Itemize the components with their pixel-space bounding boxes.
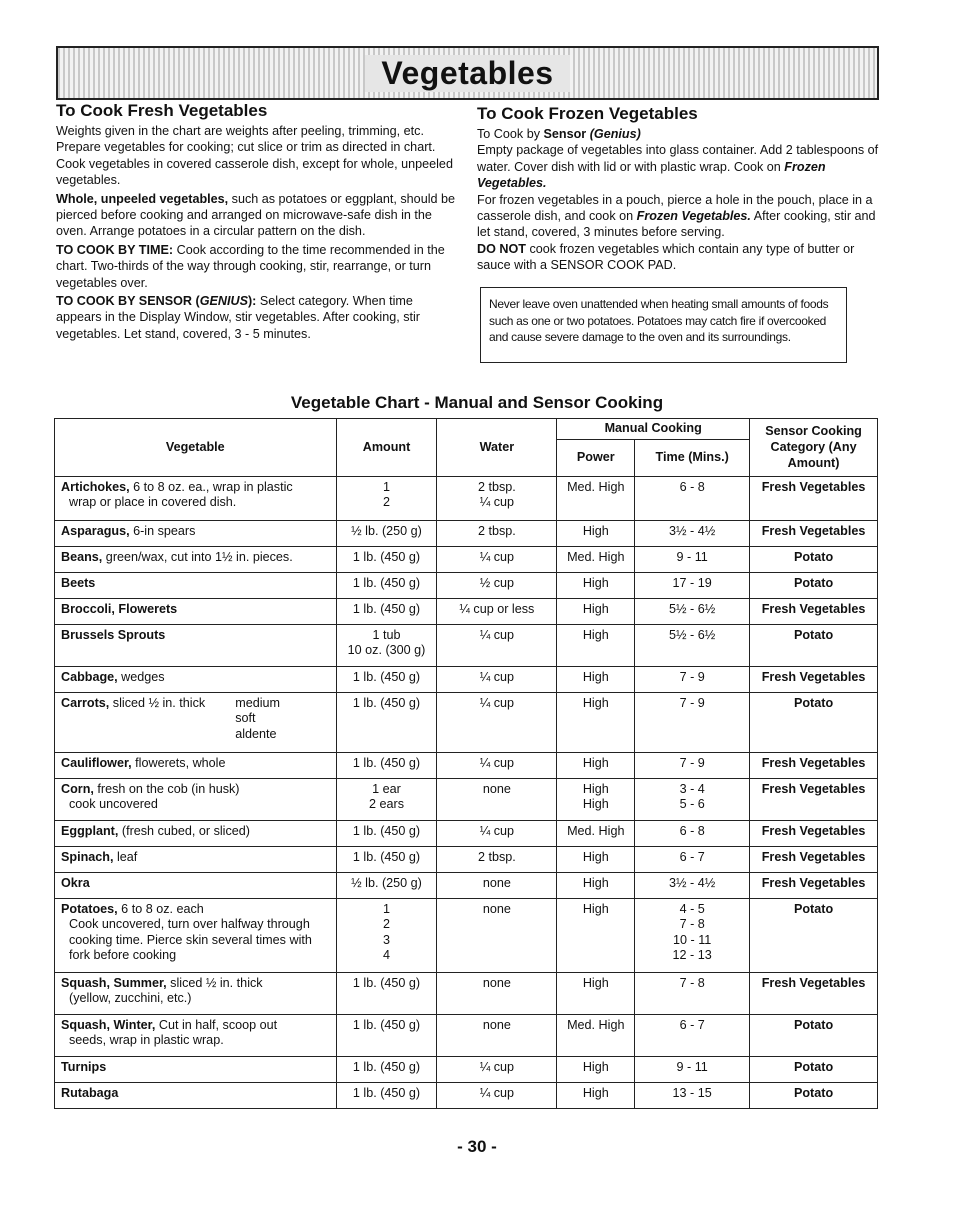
cell-time: 7 - 9 bbox=[635, 692, 750, 752]
cell-water: 2 tbsp. ¼ cup bbox=[437, 476, 557, 520]
cell-power: High High bbox=[557, 778, 635, 820]
cell-vegetable bbox=[55, 778, 337, 820]
cell-power: High bbox=[557, 846, 635, 872]
vegetable-name: Squash, Winter, bbox=[61, 1017, 156, 1032]
fresh-heading: To Cook Fresh Vegetables bbox=[56, 101, 268, 120]
cell-water: ¼ cup bbox=[437, 752, 557, 778]
table-row bbox=[55, 520, 878, 546]
header-time: Time (Mins.) bbox=[635, 439, 750, 476]
page-number: - 30 - bbox=[457, 1137, 497, 1156]
cell-time: 7 - 9 bbox=[635, 752, 750, 778]
cell-vegetable bbox=[55, 1014, 337, 1056]
vegetable-desc: 6 to 8 oz. ea., wrap in plastic bbox=[129, 479, 293, 494]
cell-vegetable bbox=[55, 972, 337, 1014]
cell-amount: 1 lb. (450 g) bbox=[336, 972, 437, 1014]
cell-power: High bbox=[557, 872, 635, 898]
cell-sensor: Potato bbox=[750, 898, 878, 972]
cell-vegetable bbox=[55, 546, 337, 572]
cell-sensor: Fresh Vegetables bbox=[750, 820, 878, 846]
vegetable-desc: (fresh cubed, or sliced) bbox=[118, 823, 250, 838]
cell-power: High bbox=[557, 1082, 635, 1108]
cell-water: none bbox=[437, 778, 557, 820]
cell-water: ¼ cup bbox=[437, 624, 557, 666]
vegetable-name: Broccoli, Flowerets bbox=[61, 601, 178, 616]
cell-power: High bbox=[557, 520, 635, 546]
cell-amount: 1 2 3 4 bbox=[336, 898, 437, 972]
cell-time: 7 - 9 bbox=[635, 666, 750, 692]
vegetable-name: Potatoes, bbox=[61, 901, 118, 916]
table-row bbox=[55, 898, 878, 972]
cell-amount: 1 2 bbox=[336, 476, 437, 520]
cell-time: 3½ - 4½ bbox=[635, 520, 750, 546]
cell-vegetable bbox=[55, 666, 337, 692]
vegetable-desc: fresh on the cob (in husk) bbox=[93, 781, 240, 796]
vegetable-name: Asparagus, bbox=[61, 523, 130, 538]
cell-power: Med. High bbox=[557, 476, 635, 520]
table-row bbox=[55, 546, 878, 572]
vegetable-name: Beets bbox=[61, 575, 96, 590]
vegetable-name: Eggplant, bbox=[61, 823, 119, 838]
page-title: Vegetables bbox=[365, 55, 569, 92]
cell-water: ¼ cup bbox=[437, 666, 557, 692]
fresh-para-2: Whole, unpeeled vegetables, such as potatoes or eggplant, should be pierced before cooking and arranged on microwave-safe dish in the oven. Arrange potatoes in a circular pattern on the dish. bbox=[56, 191, 456, 239]
cell-water: ¼ cup bbox=[437, 692, 557, 752]
header-sensor: Sensor Cooking Category (Any Amount) bbox=[750, 419, 878, 477]
cell-power: High bbox=[557, 752, 635, 778]
cell-vegetable bbox=[55, 598, 337, 624]
cell-amount: 1 lb. (450 g) bbox=[336, 572, 437, 598]
cell-amount: 1 lb. (450 g) bbox=[336, 692, 437, 752]
table-row bbox=[55, 872, 878, 898]
cell-vegetable bbox=[55, 898, 337, 972]
cell-water: 2 tbsp. bbox=[437, 520, 557, 546]
header-manual: Manual Cooking bbox=[557, 419, 750, 440]
fresh-vegetables-section bbox=[56, 101, 461, 342]
cell-vegetable bbox=[55, 1082, 337, 1108]
vegetable-desc: flowerets, whole bbox=[131, 755, 226, 770]
cell-sensor: Fresh Vegetables bbox=[750, 872, 878, 898]
cell-sensor: Fresh Vegetables bbox=[750, 520, 878, 546]
cell-sensor: Fresh Vegetables bbox=[750, 666, 878, 692]
header-amount: Amount bbox=[336, 419, 437, 477]
cell-time: 13 - 15 bbox=[635, 1082, 750, 1108]
table-row bbox=[55, 972, 878, 1014]
cell-power: High bbox=[557, 972, 635, 1014]
cell-water: none bbox=[437, 872, 557, 898]
cell-amount: 1 lb. (450 g) bbox=[336, 666, 437, 692]
vegetable-name: Artichokes, bbox=[61, 479, 130, 494]
cell-time: 3 - 4 5 - 6 bbox=[635, 778, 750, 820]
frozen-line-1: To Cook by Sensor (Genius) bbox=[477, 127, 641, 141]
header-power: Power bbox=[557, 439, 635, 476]
cell-time: 6 - 8 bbox=[635, 476, 750, 520]
frozen-vegetables-section bbox=[477, 104, 882, 274]
vegetable-desc-2: cook uncovered bbox=[69, 797, 158, 811]
cell-vegetable bbox=[55, 846, 337, 872]
vegetable-name: Turnips bbox=[61, 1059, 107, 1074]
cell-time: 6 - 7 bbox=[635, 846, 750, 872]
cell-amount: ½ lb. (250 g) bbox=[336, 872, 437, 898]
cell-vegetable bbox=[55, 820, 337, 846]
table-row bbox=[55, 624, 878, 666]
table-row bbox=[55, 752, 878, 778]
carrot-texture-options: medium soft aldente bbox=[235, 695, 280, 741]
cell-water: ¼ cup bbox=[437, 1082, 557, 1108]
cell-time: 7 - 8 bbox=[635, 972, 750, 1014]
cell-time: 9 - 11 bbox=[635, 546, 750, 572]
cell-time: 4 - 5 7 - 8 10 - 11 12 - 13 bbox=[635, 898, 750, 972]
cell-amount: 1 lb. (450 g) bbox=[336, 820, 437, 846]
vegetable-name: Cabbage, bbox=[61, 669, 118, 684]
cell-sensor: Fresh Vegetables bbox=[750, 972, 878, 1014]
cell-water: ½ cup bbox=[437, 572, 557, 598]
frozen-para-2: For frozen vegetables in a pouch, pierce a hole in the pouch, place in a casserole dish, and cook on Frozen Vegetables. After cooking, stir and let stand, covered, 3 minutes before serving. bbox=[477, 192, 876, 240]
cell-power: High bbox=[557, 572, 635, 598]
warning-box: Never leave oven unattended when heating small amounts of foods such as one or two potatoes. Potatoes may catch fire if overcooked and cause severe damage to the oven and its surroundings. bbox=[480, 287, 847, 363]
cell-vegetable bbox=[55, 1056, 337, 1082]
vegetable-chart-table bbox=[54, 418, 878, 1109]
header-water: Water bbox=[437, 419, 557, 477]
table-row bbox=[55, 598, 878, 624]
frozen-para-1: Empty package of vegetables into glass container. Add 2 tablespoons of water. Cover dish with lid or with plastic wrap. Cook on Frozen Vegetables. bbox=[477, 143, 879, 191]
table-row bbox=[55, 1082, 878, 1108]
cell-sensor: Potato bbox=[750, 572, 878, 598]
vegetable-desc-2: (yellow, zucchini, etc.) bbox=[69, 991, 192, 1005]
cell-water: 2 tbsp. bbox=[437, 846, 557, 872]
cell-power: Med. High bbox=[557, 1014, 635, 1056]
table-row bbox=[55, 692, 878, 752]
cell-vegetable bbox=[55, 752, 337, 778]
cell-sensor: Fresh Vegetables bbox=[750, 598, 878, 624]
cell-power: Med. High bbox=[557, 546, 635, 572]
cell-sensor: Fresh Vegetables bbox=[750, 476, 878, 520]
cell-amount: 1 lb. (450 g) bbox=[336, 598, 437, 624]
vegetable-desc: 6 to 8 oz. each bbox=[117, 901, 204, 916]
cell-sensor: Potato bbox=[750, 546, 878, 572]
vegetable-name: Beans, bbox=[61, 549, 103, 564]
cell-water: none bbox=[437, 1014, 557, 1056]
cell-amount: 1 lb. (450 g) bbox=[336, 1056, 437, 1082]
cell-time: 5½ - 6½ bbox=[635, 624, 750, 666]
vegetable-name: Rutabaga bbox=[61, 1085, 119, 1100]
vegetable-desc-2: wrap or place in covered dish. bbox=[69, 495, 237, 509]
title-banner bbox=[56, 46, 879, 100]
vegetable-desc: sliced ½ in. thick bbox=[109, 695, 206, 710]
vegetable-name: Brussels Sprouts bbox=[61, 627, 166, 642]
cell-time: 17 - 19 bbox=[635, 572, 750, 598]
chart-title: Vegetable Chart - Manual and Sensor Cooking bbox=[290, 393, 664, 412]
fresh-para-1: Weights given in the chart are weights after peeling, trimming, etc. Prepare vegetables for cooking; cut slice or trim as directed in chart. Cook vegetables in covered casserole dish, except for whole, unpeeled vegetables. bbox=[56, 124, 453, 188]
vegetable-desc: 6-in spears bbox=[129, 523, 196, 538]
cell-water: none bbox=[437, 972, 557, 1014]
vegetable-name: Carrots, bbox=[61, 695, 110, 710]
cell-time: 9 - 11 bbox=[635, 1056, 750, 1082]
table-row bbox=[55, 846, 878, 872]
fresh-para-4: TO COOK BY SENSOR (GENIUS): Select category. When time appears in the Display Window, stir vegetables. After cooking, stir vegetables. Let stand, covered, 3 - 5 minutes. bbox=[56, 294, 420, 341]
vegetable-name: Corn, bbox=[61, 781, 94, 796]
table-row bbox=[55, 820, 878, 846]
cell-amount: 1 lb. (450 g) bbox=[336, 1082, 437, 1108]
cell-power: High bbox=[557, 898, 635, 972]
cell-sensor: Potato bbox=[750, 1082, 878, 1108]
cell-time: 6 - 7 bbox=[635, 1014, 750, 1056]
cell-sensor: Potato bbox=[750, 624, 878, 666]
vegetable-desc: green/wax, cut into 1½ in. pieces. bbox=[102, 549, 293, 564]
vegetable-name: Squash, Summer, bbox=[61, 975, 167, 990]
cell-time: 3½ - 4½ bbox=[635, 872, 750, 898]
table-row bbox=[55, 1014, 878, 1056]
frozen-para-3: DO NOT cook frozen vegetables which contain any type of butter or sauce with a SENSOR COOK PAD. bbox=[477, 241, 855, 273]
cell-sensor: Fresh Vegetables bbox=[750, 778, 878, 820]
table-row bbox=[55, 666, 878, 692]
table-row bbox=[55, 476, 878, 520]
cell-power: Med. High bbox=[557, 820, 635, 846]
cell-vegetable bbox=[55, 872, 337, 898]
header-vegetable: Vegetable bbox=[55, 419, 337, 477]
cell-amount: 1 lb. (450 g) bbox=[336, 846, 437, 872]
vegetable-desc: sliced ½ in. thick bbox=[166, 975, 263, 990]
cell-amount: ½ lb. (250 g) bbox=[336, 520, 437, 546]
cell-sensor: Fresh Vegetables bbox=[750, 752, 878, 778]
cell-power: High bbox=[557, 666, 635, 692]
cell-sensor: Potato bbox=[750, 1014, 878, 1056]
cell-sensor: Fresh Vegetables bbox=[750, 846, 878, 872]
cell-power: High bbox=[557, 1056, 635, 1082]
cell-power: High bbox=[557, 598, 635, 624]
cell-water: ¼ cup bbox=[437, 1056, 557, 1082]
cell-sensor: Potato bbox=[750, 692, 878, 752]
cell-vegetable bbox=[55, 572, 337, 598]
cell-amount: 1 lb. (450 g) bbox=[336, 546, 437, 572]
cell-amount: 1 ear 2 ears bbox=[336, 778, 437, 820]
cell-water: ¼ cup or less bbox=[437, 598, 557, 624]
vegetable-desc-2: Cook uncovered, turn over halfway through cooking time. Pierce skin several times with fork before cooking bbox=[69, 917, 312, 962]
cell-sensor: Potato bbox=[750, 1056, 878, 1082]
vegetable-desc: wedges bbox=[117, 669, 165, 684]
cell-vegetable bbox=[55, 520, 337, 546]
fresh-para-3: TO COOK BY TIME: Cook according to the time recommended in the chart. Two-thirds of the way through cooking, stir, rearrange, or turn vegetables over. bbox=[56, 242, 445, 290]
cell-amount: 1 tub 10 oz. (300 g) bbox=[336, 624, 437, 666]
table-row bbox=[55, 572, 878, 598]
cell-power: High bbox=[557, 692, 635, 752]
frozen-heading: To Cook Frozen Vegetables bbox=[477, 104, 698, 123]
vegetable-name: Okra bbox=[61, 875, 90, 890]
cell-water: none bbox=[437, 898, 557, 972]
cell-time: 6 - 8 bbox=[635, 820, 750, 846]
vegetable-name: Spinach, bbox=[61, 849, 114, 864]
vegetable-name: Cauliflower, bbox=[61, 755, 132, 770]
cell-vegetable bbox=[55, 624, 337, 666]
cell-vegetable bbox=[55, 476, 337, 520]
cell-water: ¼ cup bbox=[437, 820, 557, 846]
vegetable-desc: leaf bbox=[113, 849, 138, 864]
cell-power: High bbox=[557, 624, 635, 666]
cell-amount: 1 lb. (450 g) bbox=[336, 752, 437, 778]
cell-time: 5½ - 6½ bbox=[635, 598, 750, 624]
table-row bbox=[55, 1056, 878, 1082]
cell-water: ¼ cup bbox=[437, 546, 557, 572]
cell-vegetable bbox=[55, 692, 337, 752]
vegetable-desc: Cut in half, scoop out bbox=[155, 1017, 278, 1032]
table-row bbox=[55, 778, 878, 820]
cell-amount: 1 lb. (450 g) bbox=[336, 1014, 437, 1056]
vegetable-desc-2: seeds, wrap in plastic wrap. bbox=[69, 1033, 224, 1047]
